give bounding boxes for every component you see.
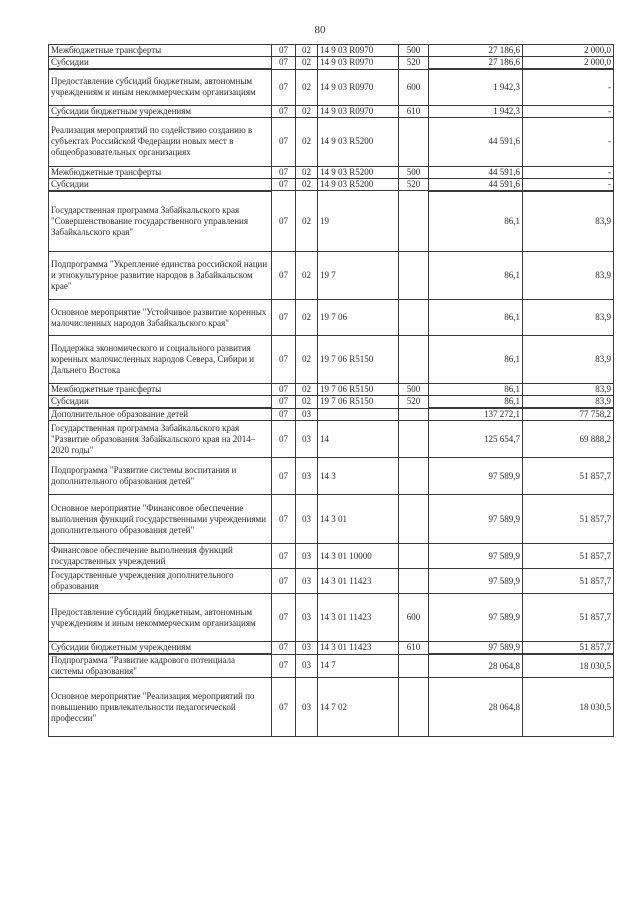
table-body [49, 45, 614, 737]
subsection-cell: 02 [296, 105, 318, 117]
subsection-cell: 02 [296, 57, 318, 70]
section-cell: 07 [272, 336, 296, 384]
row-name-cell: Межбюджетные трансферты [49, 45, 272, 57]
section-cell: 07 [272, 544, 296, 569]
table-row [49, 569, 614, 594]
table-row [49, 166, 614, 178]
subsection-cell: 03 [296, 642, 318, 655]
subsection-cell: 03 [296, 421, 318, 458]
expense-type-cell [399, 654, 429, 678]
section-cell: 07 [272, 166, 296, 178]
target-article-cell: 14 [318, 421, 399, 458]
amount-cell: 1 942,3 [429, 69, 523, 105]
subsection-cell: 02 [296, 300, 318, 336]
table-row [49, 594, 614, 642]
target-article-cell: 14 9 03 R0970 [318, 105, 399, 117]
amount-cell: 97 589,9 [429, 594, 523, 642]
subsection-cell: 03 [296, 654, 318, 678]
target-article-cell: 14 3 [318, 458, 399, 495]
amount-cell: 86,1 [429, 384, 523, 396]
section-cell: 07 [272, 45, 296, 57]
target-article-cell: 14 3 01 10000 [318, 544, 399, 569]
amount-cell: 137 272,1 [429, 408, 523, 421]
subsection-cell: 03 [296, 544, 318, 569]
amount-alt-cell: 77 758,2 [523, 408, 614, 421]
section-cell: 07 [272, 408, 296, 421]
target-article-cell: 14 9 03 R0970 [318, 69, 399, 105]
target-article-cell: 14 9 03 R5200 [318, 117, 399, 166]
section-cell: 07 [272, 678, 296, 737]
subsection-cell: 02 [296, 117, 318, 166]
table-row [49, 69, 614, 105]
amount-cell: 86,1 [429, 191, 523, 252]
amount-cell: 44 591,6 [429, 178, 523, 191]
expense-type-cell [399, 191, 429, 252]
section-cell: 07 [272, 69, 296, 105]
expense-type-cell [399, 678, 429, 737]
amount-alt-cell: 51 857,7 [523, 642, 614, 655]
row-name-cell: Подпрограмма "Укрепление единства российской нации и этнокультурное развитие народов в Забайкальском крае" [49, 252, 272, 300]
target-article-cell: 14 3 01 11423 [318, 569, 399, 594]
section-cell: 07 [272, 495, 296, 544]
expense-type-cell [399, 252, 429, 300]
amount-cell: 97 589,9 [429, 544, 523, 569]
amount-cell: 86,1 [429, 336, 523, 384]
row-name-cell: Подпрограмма "Развитие системы воспитания и дополнительного образования детей" [49, 458, 272, 495]
section-cell: 07 [272, 458, 296, 495]
amount-alt-cell: - [523, 117, 614, 166]
budget-table [48, 44, 614, 737]
amount-alt-cell: 2 000,0 [523, 45, 614, 57]
amount-alt-cell: 51 857,7 [523, 569, 614, 594]
row-name-cell: Реализация мероприятий по содействию созданию в субъектах Российской Федерации новых мест в общеобразовательных организациях [49, 117, 272, 166]
row-name-cell: Поддержка экономического и социального развития коренных малочисленных народов Севера, Сибири и Дальнего Востока [49, 336, 272, 384]
amount-alt-cell: 69 888,2 [523, 421, 614, 458]
target-article-cell: 14 7 [318, 654, 399, 678]
expense-type-cell: 520 [399, 396, 429, 409]
amount-cell: 86,1 [429, 396, 523, 409]
section-cell: 07 [272, 421, 296, 458]
amount-alt-cell: 51 857,7 [523, 495, 614, 544]
subsection-cell: 03 [296, 458, 318, 495]
row-name-cell: Дополнительное образование детей [49, 408, 272, 421]
amount-alt-cell: 83,9 [523, 300, 614, 336]
target-article-cell: 19 7 06 R5150 [318, 384, 399, 396]
subsection-cell: 02 [296, 191, 318, 252]
target-article-cell: 14 9 03 R0970 [318, 57, 399, 70]
table-row [49, 678, 614, 737]
row-name-cell: Основное мероприятие "Устойчивое развитие коренных малочисленных народов Забайкальского края" [49, 300, 272, 336]
amount-alt-cell: 18 030,5 [523, 678, 614, 737]
section-cell: 07 [272, 396, 296, 409]
subsection-cell: 03 [296, 408, 318, 421]
target-article-cell: 14 9 03 R5200 [318, 178, 399, 191]
table-row [49, 654, 614, 678]
row-name-cell: Финансовое обеспечение выполнения функций государственных учреждений [49, 544, 272, 569]
subsection-cell: 02 [296, 45, 318, 57]
amount-alt-cell: 18 030,5 [523, 654, 614, 678]
amount-alt-cell: 83,9 [523, 252, 614, 300]
table-row [49, 178, 614, 191]
amount-cell: 86,1 [429, 252, 523, 300]
target-article-cell: 14 3 01 [318, 495, 399, 544]
expense-type-cell [399, 495, 429, 544]
expense-type-cell [399, 117, 429, 166]
table-row [49, 252, 614, 300]
target-article-cell: 14 9 03 R0970 [318, 45, 399, 57]
row-name-cell: Субсидии бюджетным учреждениям [49, 105, 272, 117]
amount-cell: 27 186,6 [429, 57, 523, 70]
table-row [49, 384, 614, 396]
expense-type-cell: 500 [399, 45, 429, 57]
target-article-cell [318, 408, 399, 421]
table-row [49, 336, 614, 384]
amount-cell: 28 064,8 [429, 654, 523, 678]
section-cell: 07 [272, 594, 296, 642]
expense-type-cell: 500 [399, 384, 429, 396]
amount-alt-cell: - [523, 166, 614, 178]
target-article-cell: 19 7 06 R5150 [318, 336, 399, 384]
row-name-cell: Государственная программа Забайкальского края "Развитие образования Забайкальского края на 2014–2020 годы" [49, 421, 272, 458]
table-row [49, 544, 614, 569]
subsection-cell: 03 [296, 678, 318, 737]
table-row [49, 642, 614, 655]
section-cell: 07 [272, 57, 296, 70]
target-article-cell: 19 [318, 191, 399, 252]
amount-alt-cell: 51 857,7 [523, 594, 614, 642]
expense-type-cell: 500 [399, 166, 429, 178]
table-row [49, 408, 614, 421]
target-article-cell: 19 7 [318, 252, 399, 300]
amount-cell: 97 589,9 [429, 642, 523, 655]
expense-type-cell: 520 [399, 57, 429, 70]
expense-type-cell [399, 300, 429, 336]
expense-type-cell: 610 [399, 105, 429, 117]
subsection-cell: 02 [296, 396, 318, 409]
table-row [49, 45, 614, 57]
expense-type-cell: 600 [399, 69, 429, 105]
expense-type-cell [399, 569, 429, 594]
subsection-cell: 02 [296, 384, 318, 396]
row-name-cell: Основное мероприятие "Реализация мероприятий по повышению привлекательности педагогической профессии" [49, 678, 272, 737]
section-cell: 07 [272, 105, 296, 117]
row-name-cell: Предоставление субсидий бюджетным, автономным учреждениям и иным некоммерческим организациям [49, 69, 272, 105]
row-name-cell: Субсидии [49, 396, 272, 409]
expense-type-cell [399, 458, 429, 495]
table-row [49, 495, 614, 544]
expense-type-cell [399, 408, 429, 421]
table-row [49, 57, 614, 70]
subsection-cell: 02 [296, 336, 318, 384]
target-article-cell: 19 7 06 R5150 [318, 396, 399, 409]
amount-cell: 27 186,6 [429, 45, 523, 57]
amount-alt-cell: 83,9 [523, 384, 614, 396]
expense-type-cell: 520 [399, 178, 429, 191]
row-name-cell: Субсидии бюджетным учреждениям [49, 642, 272, 655]
section-cell: 07 [272, 191, 296, 252]
row-name-cell: Подпрограмма "Развитие кадрового потенциала системы образования" [49, 654, 272, 678]
page-number: 80 [314, 24, 326, 36]
section-cell: 07 [272, 252, 296, 300]
subsection-cell: 03 [296, 569, 318, 594]
table-row [49, 421, 614, 458]
amount-alt-cell: 51 857,7 [523, 544, 614, 569]
target-article-cell: 14 9 03 R5200 [318, 166, 399, 178]
target-article-cell: 14 3 01 11423 [318, 594, 399, 642]
table-row [49, 117, 614, 166]
row-name-cell: Предоставление субсидий бюджетным, автономным учреждениям и иным некоммерческим организациям [49, 594, 272, 642]
row-name-cell: Государственная программа Забайкальского края "Совершенствование государственного управления Забайкальского края" [49, 191, 272, 252]
section-cell: 07 [272, 569, 296, 594]
subsection-cell: 02 [296, 166, 318, 178]
target-article-cell: 14 3 01 11423 [318, 642, 399, 655]
expense-type-cell [399, 544, 429, 569]
table-row [49, 300, 614, 336]
expense-type-cell: 600 [399, 594, 429, 642]
section-cell: 07 [272, 384, 296, 396]
section-cell: 07 [272, 178, 296, 191]
table-row [49, 191, 614, 252]
amount-alt-cell: 51 857,7 [523, 458, 614, 495]
subsection-cell: 02 [296, 69, 318, 105]
subsection-cell: 03 [296, 495, 318, 544]
amount-alt-cell: 83,9 [523, 191, 614, 252]
amount-cell: 1 942,3 [429, 105, 523, 117]
table-row [49, 396, 614, 409]
row-name-cell: Субсидии [49, 57, 272, 70]
section-cell: 07 [272, 654, 296, 678]
amount-alt-cell: - [523, 69, 614, 105]
row-name-cell: Межбюджетные трансферты [49, 384, 272, 396]
section-cell: 07 [272, 642, 296, 655]
amount-cell: 86,1 [429, 300, 523, 336]
subsection-cell: 02 [296, 178, 318, 191]
amount-cell: 97 589,9 [429, 495, 523, 544]
subsection-cell: 02 [296, 252, 318, 300]
amount-cell: 125 654,7 [429, 421, 523, 458]
amount-alt-cell: 83,9 [523, 336, 614, 384]
expense-type-cell: 610 [399, 642, 429, 655]
expense-type-cell [399, 336, 429, 384]
target-article-cell: 19 7 06 [318, 300, 399, 336]
amount-alt-cell: 2 000,0 [523, 57, 614, 70]
table-row [49, 458, 614, 495]
amount-alt-cell: - [523, 105, 614, 117]
row-name-cell: Государственные учреждения дополнительного образования [49, 569, 272, 594]
subsection-cell: 03 [296, 594, 318, 642]
amount-cell: 97 589,9 [429, 458, 523, 495]
amount-cell: 97 589,9 [429, 569, 523, 594]
amount-alt-cell: - [523, 178, 614, 191]
section-cell: 07 [272, 300, 296, 336]
amount-cell: 44 591,6 [429, 117, 523, 166]
row-name-cell: Субсидии [49, 178, 272, 191]
row-name-cell: Межбюджетные трансферты [49, 166, 272, 178]
amount-alt-cell: 83,9 [523, 396, 614, 409]
amount-cell: 28 064,8 [429, 678, 523, 737]
row-name-cell: Основное мероприятие "Финансовое обеспечение выполнения функций государственными учреждениями дополнительного образования детей" [49, 495, 272, 544]
expense-type-cell [399, 421, 429, 458]
section-cell: 07 [272, 117, 296, 166]
target-article-cell: 14 7 02 [318, 678, 399, 737]
table-row [49, 105, 614, 117]
amount-cell: 44 591,6 [429, 166, 523, 178]
